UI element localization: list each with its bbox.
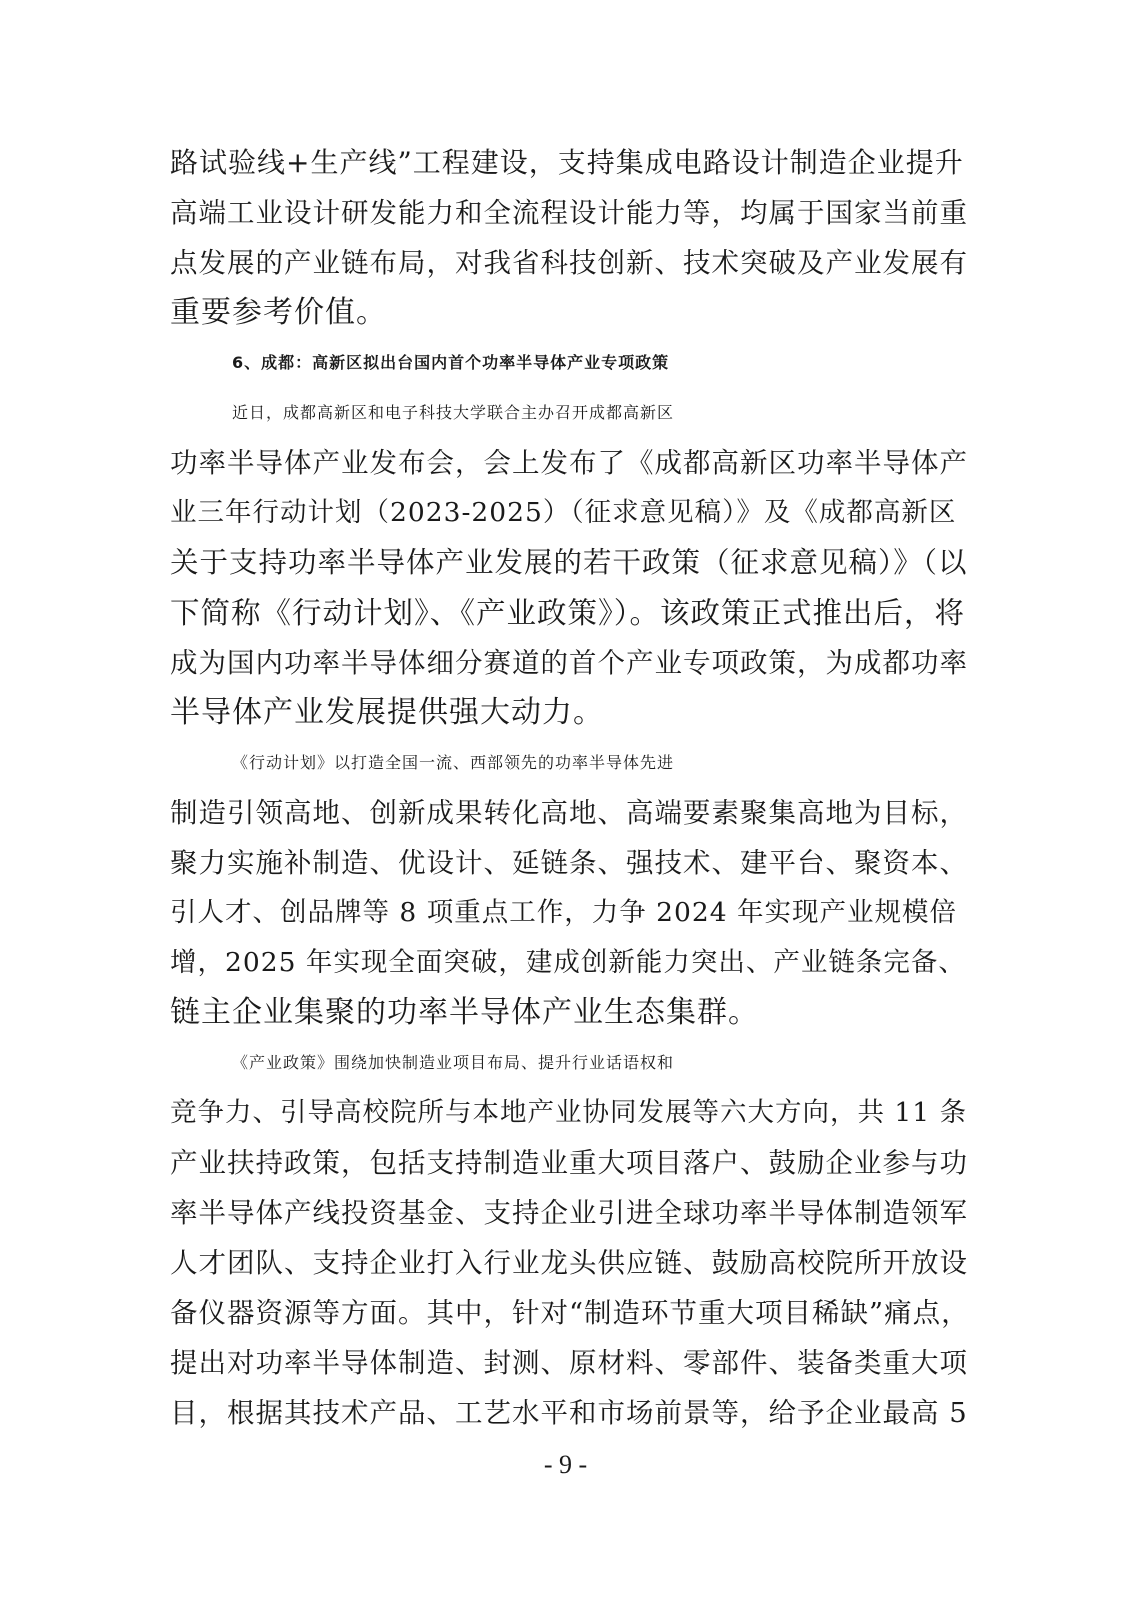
body-line: 聚力实施补制造、优设计、延链条、强技术、建平台、聚资本、: [170, 847, 968, 879]
body-line: 业三年行动计划（2023-2025）（征求意见稿）》及《成都高新区: [170, 497, 957, 528]
body-line: 率半导体产线投资基金、支持企业引进全球功率半导体制造领军: [170, 1197, 968, 1229]
body-line: 重要参考价值。: [170, 295, 387, 330]
body-line: 高端工业设计研发能力和全流程设计能力等，均属于国家当前重: [170, 197, 968, 229]
body-line: 点发展的产业链布局，对我省科技创新、技术突破及产业发展有: [170, 247, 968, 279]
page-number: - 9 -: [543, 1450, 588, 1479]
body-line: 功率半导体产业发布会，会上发布了《成都高新区功率半导体产: [170, 447, 968, 479]
body-line: 下简称《行动计划》、《产业政策》）。该政策正式推出后，将: [170, 596, 966, 630]
body-line: 备仪器资源等方面。其中，针对“制造环节重大项目稀缺”痛点，: [170, 1297, 970, 1329]
paragraph-first-line: 近日，成都高新区和电子科技大学联合主办召开成都高新区: [232, 403, 675, 422]
body-line: 竞争力、引导高校院所与本地产业协同发展等六大方向，共 11 条: [170, 1097, 968, 1128]
body-line: 路试验线+生产线”工程建设，支持集成电路设计制造企业提升: [170, 146, 964, 179]
body-line: 制造引领高地、创新成果转化高地、高端要素聚集高地为目标，: [170, 797, 968, 829]
paragraph-first-line: 《产业政策》围绕加快制造业项目布局、提升行业话语权和: [232, 1053, 675, 1072]
body-line: 提出对功率半导体制造、封测、原材料、零部件、装备类重大项: [170, 1347, 968, 1379]
paragraph-first-line: 《行动计划》以打造全国一流、西部领先的功率半导体先进: [232, 753, 675, 772]
body-line: 链主企业集聚的功率半导体产业生态集群。: [170, 995, 759, 1030]
body-line: 关于支持功率半导体产业发展的若干政策（征求意见稿）》（以: [170, 546, 968, 579]
body-line: 目，根据其技术产品、工艺水平和市场前景等，给予企业最高 5: [170, 1397, 968, 1429]
body-line: 引人才、创品牌等 8 项重点工作，力争 2024 年实现产业规模倍: [170, 897, 957, 928]
body-line: 成为国内功率半导体细分赛道的首个产业专项政策，为成都功率: [170, 647, 968, 679]
body-line: 增，2025 年实现全面突破，建成创新能力突出、产业链条完备、: [170, 947, 966, 978]
body-line: 半导体产业发展提供强大动力。: [170, 695, 604, 730]
section-heading: 6、成都：高新区拟出台国内首个功率半导体产业专项政策: [232, 353, 670, 372]
body-line: 产业扶持政策，包括支持制造业重大项目落户、鼓励企业参与功: [170, 1147, 968, 1179]
body-line: 人才团队、支持企业打入行业龙头供应链、鼓励高校院所开放设: [170, 1247, 968, 1279]
